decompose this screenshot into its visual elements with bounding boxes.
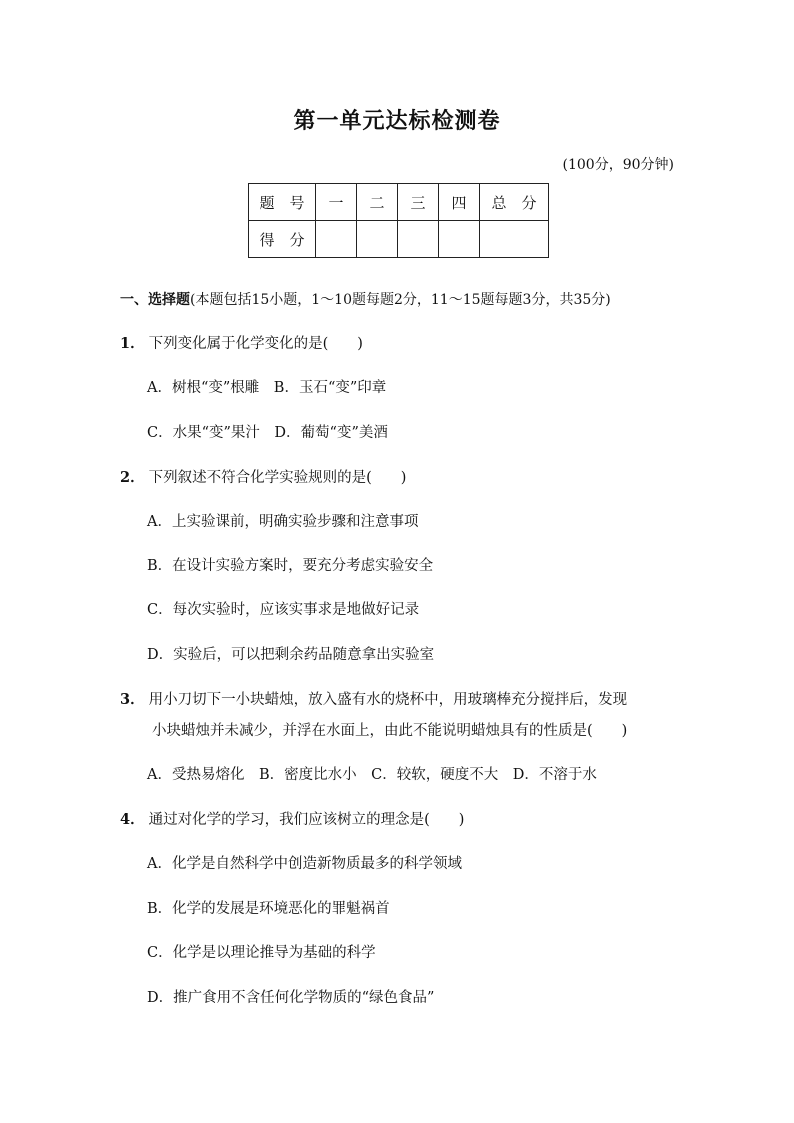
question-4: [120, 807, 464, 833]
score-table-cell: [439, 221, 480, 258]
question-4-option-a: A．化学是自然科学中创造新物质最多的科学领域: [147, 856, 462, 872]
score-table-cell: 题 号: [249, 184, 316, 221]
section-note: (本题包括15小题，1～10题每题2分，11～15题每题3分，共35分): [190, 292, 611, 308]
question-4-option-b: B．化学的发展是环境恶化的罪魁祸首: [147, 901, 390, 917]
score-table-cell: [480, 221, 549, 258]
question-1-options-line-2: C．水果“变”果汁 D．葡萄“变”美酒: [147, 425, 388, 441]
page-title: 第一单元达标检测卷: [293, 108, 501, 134]
score-table-cell: [357, 221, 398, 258]
question-3-options: A．受热易熔化 B．密度比水小 C．较软，硬度不大 D．不溶于水: [147, 767, 597, 783]
question-stem: 用小刀切下一小块蜡烛，放入盛有水的烧杯中，用玻璃棒充分搅拌后，发现: [148, 692, 628, 708]
question-2: [120, 465, 406, 491]
score-table-score-row: [249, 221, 549, 258]
question-stem: 下列叙述不符合化学实验规则的是( ): [148, 470, 407, 486]
score-table-cell: 总 分: [480, 184, 549, 221]
score-table-cell: 四: [439, 184, 480, 221]
question-2-option-d: D．实验后，可以把剩余药品随意拿出实验室: [147, 647, 435, 663]
question-2-option-a: A．上实验课前，明确实验步骤和注意事项: [147, 514, 419, 530]
question-3-stem-continued: 小块蜡烛并未减少，并浮在水面上，由此不能说明蜡烛具有的性质是( ): [152, 723, 628, 739]
question-stem: 通过对化学的学习，我们应该树立的理念是( ): [148, 812, 465, 828]
question-2-option-b: B．在设计实验方案时，要充分考虑实验安全: [147, 558, 434, 574]
section-heading: [120, 289, 611, 309]
question-stem: 下列变化属于化学变化的是( ): [148, 336, 363, 352]
score-time-info: (100分，90分钟): [562, 157, 674, 173]
question-number: 3．: [120, 691, 145, 708]
question-number: 2．: [120, 469, 145, 486]
score-table-cell: [398, 221, 439, 258]
question-number: 4．: [120, 811, 145, 828]
score-table-header-row: [249, 184, 549, 221]
question-3: [120, 687, 627, 713]
question-4-option-c: C．化学是以理论推导为基础的科学: [147, 945, 376, 961]
score-table-cell: 一: [316, 184, 357, 221]
score-table: [248, 183, 549, 258]
question-1-options-line-1: A．树根“变”根雕 B．玉石“变”印章: [147, 380, 387, 396]
question-2-option-c: C．每次实验时，应该实事求是地做好记录: [147, 602, 420, 618]
question-1: [120, 331, 363, 357]
score-table-cell: 得 分: [249, 221, 316, 258]
score-table-cell: 三: [398, 184, 439, 221]
score-table-cell: 二: [357, 184, 398, 221]
question-number: 1．: [120, 335, 145, 352]
section-title: 一、选择题: [120, 292, 190, 308]
score-table-cell: [316, 221, 357, 258]
question-4-option-d: D．推广食用不含任何化学物质的“绿色食品”: [147, 990, 435, 1006]
